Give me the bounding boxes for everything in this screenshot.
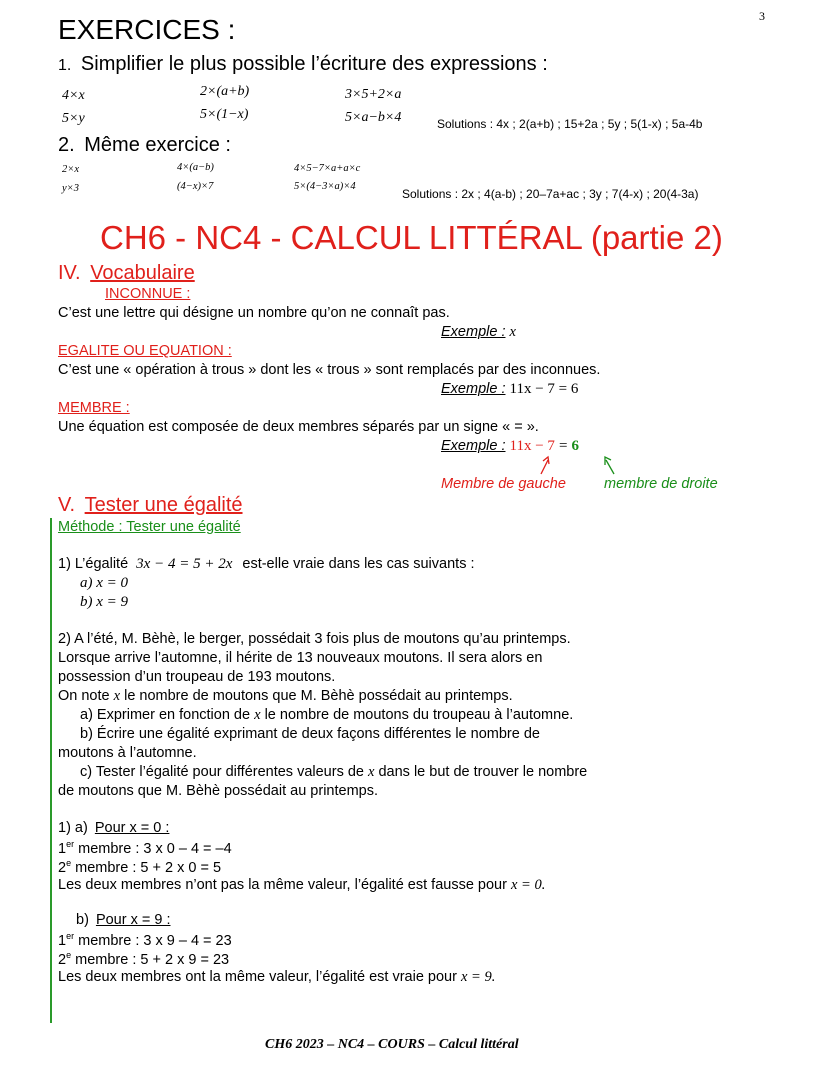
membre-label: MEMBRE : — [58, 400, 130, 416]
text-fragment: membre : 5 + 2 x 0 = 5 — [75, 859, 222, 876]
question-1a: a) x = 0 — [80, 575, 129, 591]
variable-x: x — [368, 764, 375, 780]
text-fragment: membre : 3 x 0 – 4 = –4 — [78, 840, 232, 857]
left-member: 11x − 7 — [509, 438, 555, 454]
membre-definition: Une équation est composée de deux membres séparés par un signe « = ». — [58, 419, 539, 435]
page-footer: CH6 2023 – NC4 – COURS – Calcul littéral — [265, 1037, 519, 1052]
ex1-expr: 5×(1−x) — [200, 107, 249, 122]
equal-sign: = — [558, 438, 568, 454]
ex1-expr: 5×y — [62, 111, 85, 126]
example-1-value: x — [509, 324, 516, 340]
question-1-text: est-elle vraie dans les cas suivants : — [242, 556, 475, 572]
exercises-title: EXERCICES : — [58, 14, 236, 45]
ex2-expr: 2×x — [62, 164, 79, 175]
ex2-expr: 4×(a−b) — [177, 162, 214, 173]
text-fragment: Les deux membres n’ont pas la même valeur, l’égalité est fausse pour — [58, 877, 507, 893]
question-2a — [80, 707, 573, 724]
example-label: Exemple : — [441, 324, 506, 340]
ex1-expr: 4×x — [62, 88, 85, 103]
text-fragment: On note — [58, 688, 110, 704]
exercise-1-number: 1. — [58, 57, 72, 74]
ex2-expr: 5×(4−3×a)×4 — [294, 181, 356, 192]
right-member: 6 — [571, 438, 579, 454]
question-2c — [80, 764, 587, 781]
text-fragment: dans le but de trouver le nombre — [378, 764, 588, 780]
question-2b-continued: moutons à l’automne. — [58, 745, 197, 761]
variable-x: x — [254, 707, 261, 723]
question-2c-continued: de moutons que M. Bèhè possédait au printemps. — [58, 783, 378, 799]
method-title: Méthode : Tester une égalité — [58, 519, 241, 535]
section-5-title: Tester une égalité — [84, 494, 243, 516]
right-member-caption: membre de droite — [604, 476, 718, 492]
ex2-expr: 4×5−7×a+a×c — [294, 163, 361, 174]
inconnue-label: INCONNUE : — [105, 286, 191, 302]
text-fragment: b) — [76, 912, 89, 928]
question-2b: b) Écrire une égalité exprimant de deux façons différentes le nombre de — [80, 726, 540, 742]
solution-1a-heading — [58, 820, 169, 836]
solution-1a-conclusion — [58, 877, 545, 894]
question-2-line: 2) A l’été, M. Bèhè, le berger, possédait 3 fois plus de moutons qu’au printemps. — [58, 631, 571, 647]
ex2-solutions: Solutions : 2x ; 4(a-b) ; 20–7a+ac ; 3y ; 7(4-x) ; 20(4-3a) — [402, 187, 699, 201]
section-5-heading — [58, 494, 243, 517]
text-fragment: c) Tester l’égalité pour différentes valeurs de — [80, 764, 364, 780]
solution-1b-conclusion — [58, 969, 495, 986]
question-1-equation: 3x − 4 = 5 + 2x — [136, 556, 233, 572]
solution-1b-member-1: 1er membre : 3 x 9 – 4 = 23 — [58, 931, 232, 949]
text-fragment: x = 0. — [510, 877, 546, 893]
section-5-number: V. — [58, 494, 76, 516]
exercise-2-number: 2. — [58, 134, 75, 156]
ex1-solutions: Solutions : 4x ; 2(a+b) ; 15+2a ; 5y ; 5(1-x) ; 5a-4b — [437, 117, 703, 131]
ex1-expr: 3×5+2×a — [345, 87, 402, 102]
text-fragment: le nombre de moutons du troupeau à l’automne. — [264, 707, 574, 723]
example-label: Exemple : — [441, 381, 506, 397]
inconnue-definition: C’est une lettre qui désigne un nombre qu’on ne connaît pas. — [58, 305, 450, 321]
exercise-1-text: Simplifier le plus possible l’écriture des expressions : — [80, 53, 548, 75]
ex2-expr: (4−x)×7 — [177, 181, 214, 192]
example-2-value: 11x − 7 = 6 — [509, 381, 579, 397]
solution-1a-title: Pour x = 0 : — [94, 820, 170, 836]
method-margin-line — [50, 518, 52, 1023]
solution-1a-member-2: 2e membre : 5 + 2 x 0 = 5 — [58, 858, 222, 876]
question-2-line: possession d’un troupeau de 193 moutons. — [58, 669, 336, 685]
exercise-2-text: Même exercice : — [84, 134, 231, 156]
right-member-arrow — [605, 457, 614, 474]
question-1-prefix: 1) L’égalité — [58, 556, 129, 572]
text-fragment: le nombre de moutons que M. Bèhè possédait au printemps. — [124, 688, 513, 704]
left-member-caption: Membre de gauche — [441, 476, 566, 492]
solution-1b-member-2: 2e membre : 5 + 2 x 9 = 23 — [58, 950, 230, 968]
solution-1b-title: Pour x = 9 : — [95, 912, 171, 928]
superscript: er — [66, 931, 75, 941]
variable-x: x — [113, 688, 121, 704]
solution-1b-heading — [76, 912, 171, 928]
text-fragment: membre : 5 + 2 x 9 = 23 — [75, 951, 230, 968]
ex2-expr: y×3 — [62, 183, 79, 194]
section-4-number: IV. — [58, 262, 81, 284]
superscript: e — [66, 950, 72, 960]
text-fragment: Les deux membres ont la même valeur, l’égalité est vraie pour — [58, 969, 457, 985]
text-fragment: membre : 3 x 9 – 4 = 23 — [78, 932, 232, 949]
question-2-line — [58, 688, 513, 705]
question-1b: b) x = 9 — [80, 594, 129, 610]
ex1-expr: 5×a−b×4 — [345, 110, 402, 125]
question-1 — [58, 556, 475, 573]
text-fragment: x = 9. — [460, 969, 496, 985]
question-2-line: Lorsque arrive l’automne, il hérite de 13 nouveaux moutons. Il sera alors en — [58, 650, 543, 666]
egalite-definition: C’est une « opération à trous » dont les « trous » sont remplacés par des inconnues. — [58, 362, 601, 378]
chapter-title: CH6 - NC4 - CALCUL LITTÉRAL (partie 2) — [100, 219, 723, 256]
egalite-label: EGALITE OU EQUATION : — [58, 343, 232, 359]
example-label: Exemple : — [441, 438, 506, 454]
solution-1a-member-1: 1er membre : 3 x 0 – 4 = –4 — [58, 839, 232, 857]
page-number: 3 — [759, 9, 765, 23]
text-fragment: a) Exprimer en fonction de — [80, 707, 251, 723]
section-4-title: Vocabulaire — [90, 262, 195, 284]
ex1-expr: 2×(a+b) — [200, 84, 250, 99]
text-fragment: 1) a) — [58, 820, 88, 836]
left-member-arrow — [541, 457, 549, 474]
superscript: e — [66, 858, 72, 868]
superscript: er — [66, 839, 75, 849]
